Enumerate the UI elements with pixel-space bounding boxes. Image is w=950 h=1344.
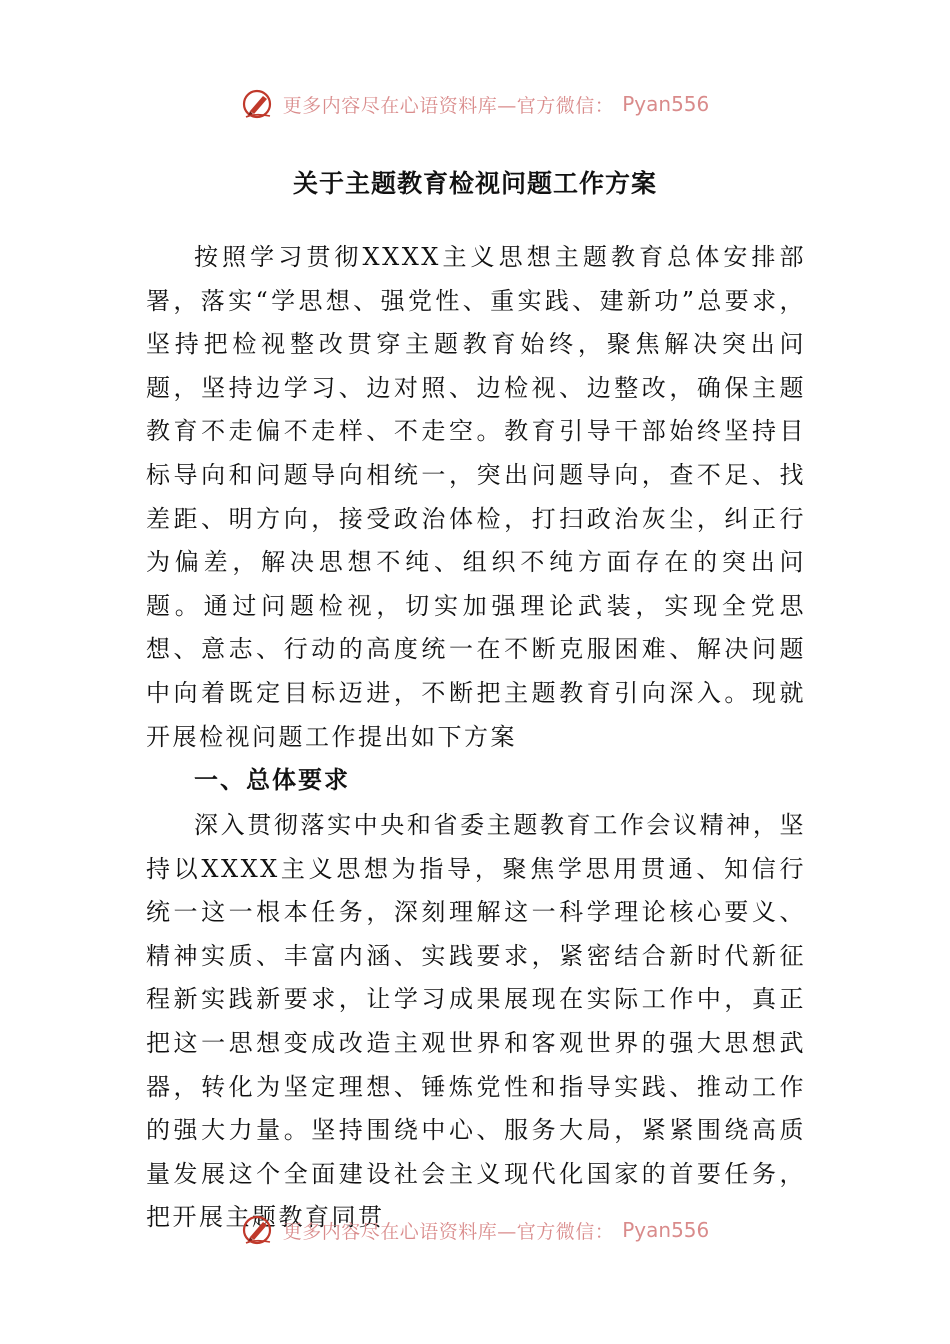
watermark-header (0, 84, 950, 124)
document-body-section (146, 804, 806, 1240)
watermark-brand: Pyan556 (622, 1218, 710, 1242)
pen-circle-logo-icon (241, 1213, 275, 1247)
watermark-text: 更多内容尽在心语资料库—官方微信： (282, 94, 615, 117)
pen-circle-logo-icon (241, 87, 275, 121)
watermark-text: 更多内容尽在心语资料库—官方微信： (282, 1220, 615, 1243)
document-body-intro (146, 236, 806, 759)
document-title: 关于主题教育检视问题工作方案 (292, 169, 657, 198)
paragraph-intro: 按照学习贯彻XXXX主义思想主题教育总体安排部署，落实“学思想、强党性、重实践、建新功”总要求，坚持把检视整改贯穿主题教育始终，聚焦解决突出问题，坚持边学习、边对照、边检视、边整改，确保主题教育不走偏不走样、不走空。教育引导干部始终坚持目标导向和问题导向相统一，突出问题导向，查不足、找差距、明方向，接受政治体检，打扫政治灰尘，纠正行为偏差，解决思想不纯、组织不纯方面存在的突出问题。通过问题检视，切实加强理论武装，实现全党思想、意志、行动的高度统一在不断克服困难、解决问题中向着既定目标迈进，不断把主题教育引向深入。现就开展检视问题工作提出如下方案 (146, 243, 806, 751)
section-heading: 一、总体要求 (194, 766, 350, 794)
paragraph-general-requirements: 深入贯彻落实中央和省委主题教育工作会议精神，坚持以XXXX主义思想为指导，聚焦学思用贯通、知信行统一这一根本任务，深刻理解这一科学理论核心要义、精神实质、丰富内涵、实践要求，紧密结合新时代新征程新实践新要求，让学习成果展现在实际工作中，真正把这一思想变成改造主观世界和客观世界的强大思想武器，转化为坚定理想、锤炼党性和指导实践、推动工作的强大力量。坚持围绕中心、服务大局，紧紧围绕高质量发展这个全面建设社会主义现代化国家的首要任务，把开展主题教育同贯 (146, 811, 806, 1232)
watermark-footer (0, 1210, 950, 1250)
watermark-brand: Pyan556 (622, 92, 710, 116)
